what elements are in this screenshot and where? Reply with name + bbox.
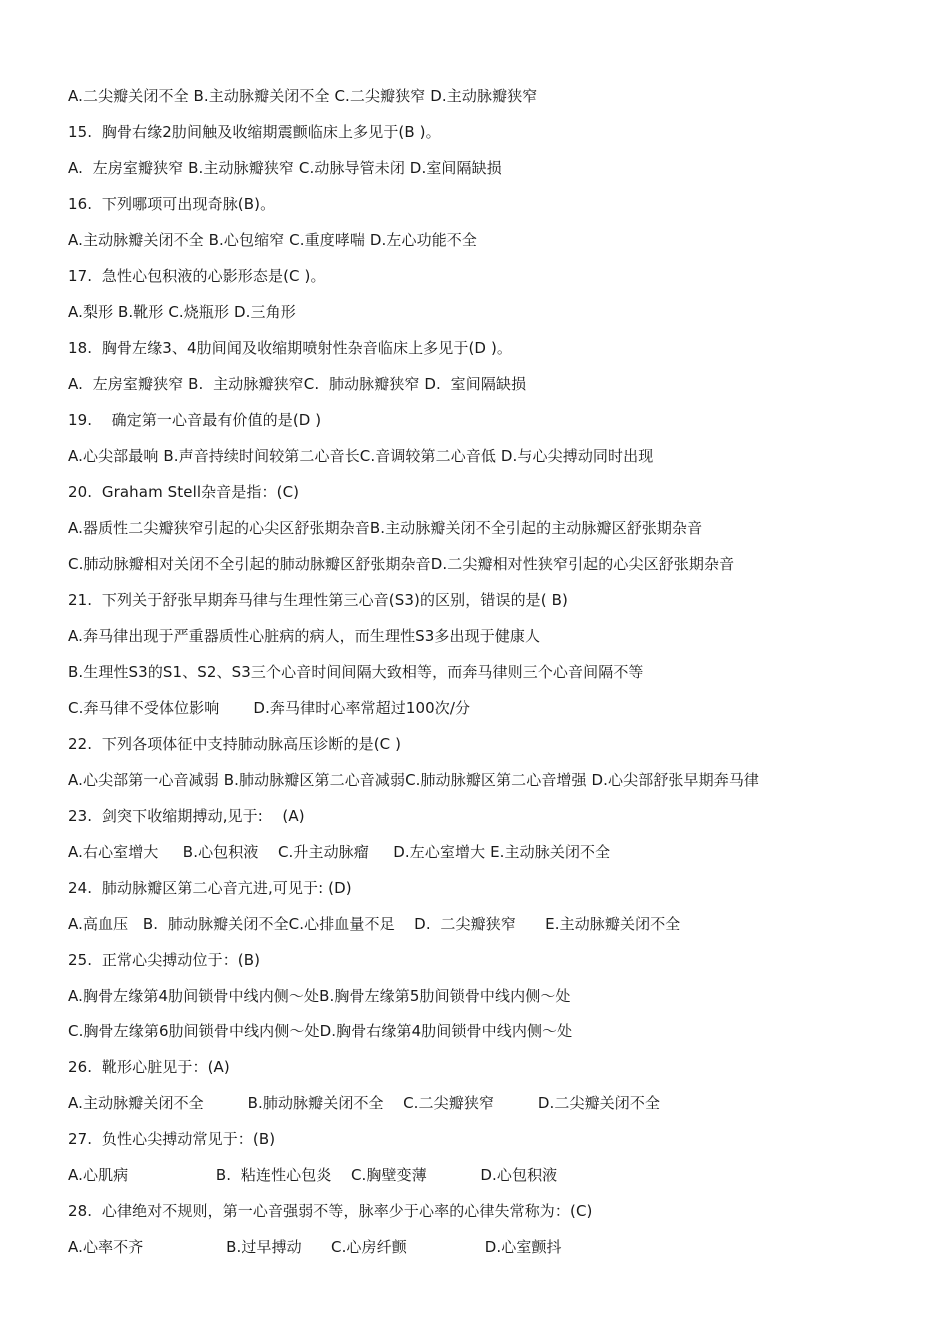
question-27: 27. 负性心尖搏动常见于：(B)	[68, 1130, 276, 1148]
answer-options-15: A. 左房室瓣狭窄 B.主动脉瓣狭窄 C.动脉导管未闭 D.室间隔缺损	[68, 159, 502, 177]
answer-options-20-cd: C.肺动脉瓣相对关闭不全引起的肺动脉瓣区舒张期杂音D.二尖瓣相对性狭窄引起的心尖区舒张期杂音	[68, 555, 735, 573]
answer-options-20-ab: A.器质性二尖瓣狭窄引起的心尖区舒张期杂音B.主动脉瓣关闭不全引起的主动脉瓣区舒张期杂音	[68, 519, 703, 537]
question-21: 21. 下列关于舒张早期奔马律与生理性第三心音(S3)的区别，错误的是( B)	[68, 591, 568, 609]
answer-options-16: A.主动脉瓣关闭不全 B.心包缩窄 C.重度哮喘 D.左心功能不全	[68, 231, 477, 249]
question-28: 28. 心律绝对不规则，第一心音强弱不等，脉率少于心率的心律失常称为：(C)	[68, 1202, 593, 1220]
answer-options-22: A.心尖部第一心音减弱 B.肺动脉瓣区第二心音减弱C.肺动脉瓣区第二心音增强 D.心尖部舒张早期奔马律	[68, 771, 760, 789]
question-22: 22. 下列各项体征中支持肺动脉高压诊断的是(C )	[68, 735, 402, 753]
question-25: 25. 正常心尖搏动位于：(B)	[68, 951, 261, 969]
answer-options-23: A.右心室增大 B.心包积液 C.升主动脉瘤 D.左心室增大 E.主动脉关闭不全	[68, 843, 611, 861]
answer-options-21-cd: C.奔马律不受体位影响 D.奔马律时心率常超过100次/分	[68, 699, 471, 717]
answer-options-18: A. 左房室瓣狭窄 B. 主动脉瓣狭窄C. 肺动脉瓣狭窄 D. 室间隔缺损	[68, 375, 527, 393]
question-24: 24. 肺动脉瓣区第二心音亢进,可见于: (D)	[68, 879, 352, 897]
answer-options-17: A.梨形 B.靴形 C.烧瓶形 D.三角形	[68, 303, 296, 321]
question-23: 23. 剑突下收缩期搏动,见于: (A)	[68, 807, 305, 825]
answer-options-14: A.二尖瓣关闭不全 B.主动脉瓣关闭不全 C.二尖瓣狭窄 D.主动脉瓣狭窄	[68, 87, 538, 105]
question-19: 19. 确定第一心音最有价值的是(D )	[68, 411, 322, 429]
question-26: 26. 靴形心脏见于：(A)	[68, 1058, 230, 1076]
answer-options-28: A.心率不齐 B.过早搏动 C.心房纤颤 D.心室颤抖	[68, 1238, 562, 1256]
question-16: 16. 下列哪项可出现奇脉(B)。	[68, 195, 276, 213]
answer-options-24: A.高血压 B. 肺动脉瓣关闭不全C.心排血量不足 D. 二尖瓣狭窄 E.主动脉瓣关闭不全	[68, 915, 681, 933]
question-18: 18. 胸骨左缘3、4肋间闻及收缩期喷射性杂音临床上多见于(D )。	[68, 339, 513, 357]
answer-option-21-a: A.奔马律出现于严重器质性心脏病的病人，而生理性S3多出现于健康人	[68, 627, 541, 645]
question-20: 20. Graham Stell杂音是指：(C)	[68, 483, 300, 501]
answer-options-25-cd: C.胸骨左缘第6肋间锁骨中线内侧～处D.胸骨右缘第4肋间锁骨中线内侧～处	[68, 1022, 573, 1040]
question-17: 17. 急性心包积液的心影形态是(C )。	[68, 267, 326, 285]
answer-options-27: A.心肌病 B. 粘连性心包炎 C.胸壁变薄 D.心包积液	[68, 1166, 558, 1184]
answer-options-25-ab: A.胸骨左缘第4肋间锁骨中线内侧～处B.胸骨左缘第5肋间锁骨中线内侧～处	[68, 987, 571, 1005]
answer-option-21-b: B.生理性S3的S1、S2、S3三个心音时间间隔大致相等，而奔马律则三个心音间隔不等	[68, 663, 644, 681]
answer-options-26: A.主动脉瓣关闭不全 B.肺动脉瓣关闭不全 C.二尖瓣狭窄 D.二尖瓣关闭不全	[68, 1094, 661, 1112]
question-15: 15. 胸骨右缘2肋间触及收缩期震颤临床上多见于(B )。	[68, 123, 441, 141]
answer-options-19: A.心尖部最响 B.声音持续时间较第二心音长C.音调较第二心音低 D.与心尖搏动同时出现	[68, 447, 654, 465]
